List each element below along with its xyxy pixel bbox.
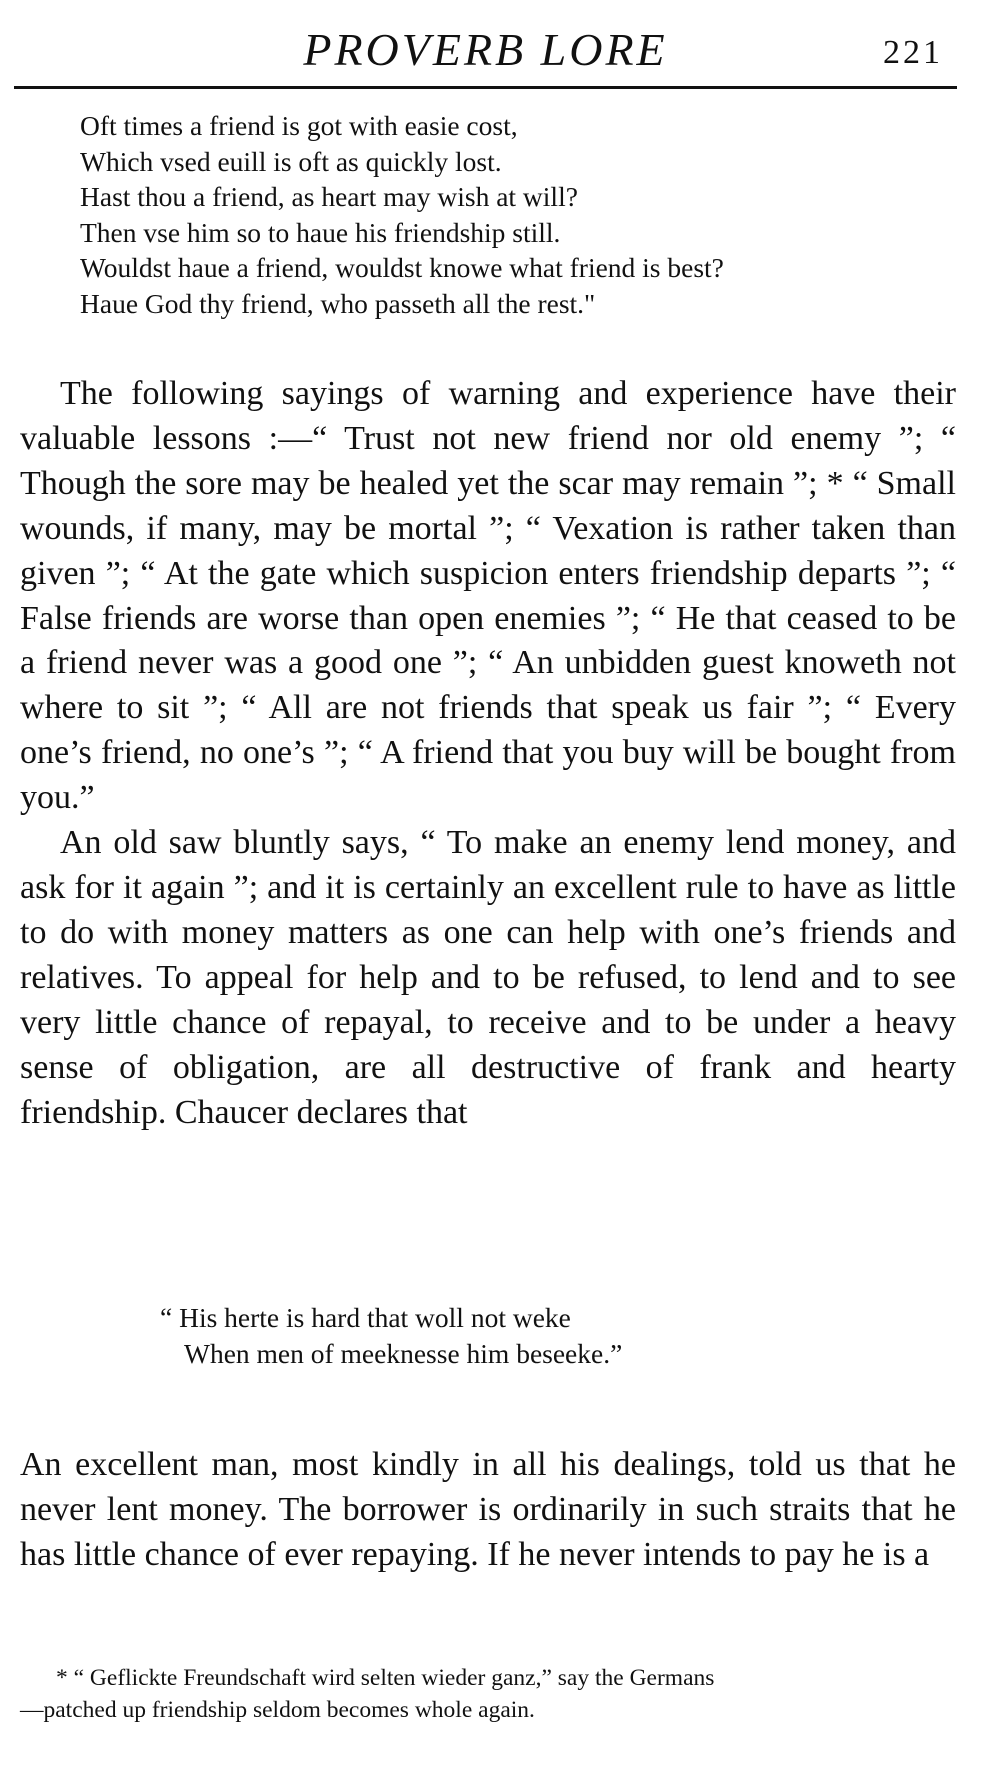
- verse-line: Oft times a friend is got with easie cost,: [80, 110, 518, 141]
- verse-line: Hast thou a friend, as heart may wish at will?: [80, 181, 578, 213]
- body-text-upper: [20, 372, 956, 1135]
- verse-line: Haue God thy friend, who passeth all the rest.": [80, 287, 596, 319]
- verse-line: Wouldst haue a friend, wouldst knowe what friend is best?: [80, 252, 724, 284]
- footnote-line: * “ Geflickte Freundschaft wird selten wieder ganz,” say the Germans: [56, 1665, 715, 1691]
- chaucer-quote: [160, 1300, 860, 1371]
- page-number: 221: [883, 34, 943, 71]
- paragraph-old-saw: An old saw bluntly says, “ To make an enemy lend money, and ask for it again ”; and it is certainly an excellent rule to have as little to do with money matters as one can help with one’s friends and relatives. To appeal for help and to be refused, to lend and to see very little chance of repayal, to receive and to be under a heavy sense of obligation, are all destructive of frank and hearty friendship. Chaucer declares that: [20, 824, 956, 1131]
- page-header: [14, 14, 957, 86]
- quote-line: “ His herte is hard that woll not weke: [160, 1302, 571, 1333]
- body-text-lower: [20, 1443, 956, 1578]
- paragraph-sayings: The following sayings of warning and experience have their valuable lessons :—“ Trust not new friend nor old enemy ”; “ Though the sore may be healed yet the scar may remain ”; * “ Small wounds, if many, may be mortal ”; “ Vexation is rather taken than given ”; “ At the gate which suspicion enters friendship departs ”; “ False friends are worse than open enemies ”; “ He that ceased to be a friend never was a good one ”; “ An unbidden guest knoweth not where to sit ”; “ All are not friends that speak us fair ”; “ Every one’s friend, no one’s ”; “ A friend that you buy will be bought from you.”: [20, 375, 956, 817]
- header-rule: [14, 86, 957, 89]
- verse-line: Which vsed euill is oft as quickly lost.: [80, 145, 502, 177]
- footnote: [20, 1663, 956, 1726]
- verse-line: Then vse him so to haue his friendship still.: [80, 216, 561, 248]
- quote-line: When men of meeknesse him beseeke.”: [184, 1337, 623, 1369]
- footnote-line: —patched up friendship seldom becomes whole again.: [20, 1696, 535, 1723]
- running-title: PROVERB LORE: [303, 24, 668, 75]
- verse-epigraph: [80, 108, 960, 322]
- paragraph-excellent-man: An excellent man, most kindly in all his dealings, told us that he never lent money. The borrower is ordinarily in such straits that he has little chance of ever repaying. If he never intends to pay he is a: [20, 1446, 956, 1573]
